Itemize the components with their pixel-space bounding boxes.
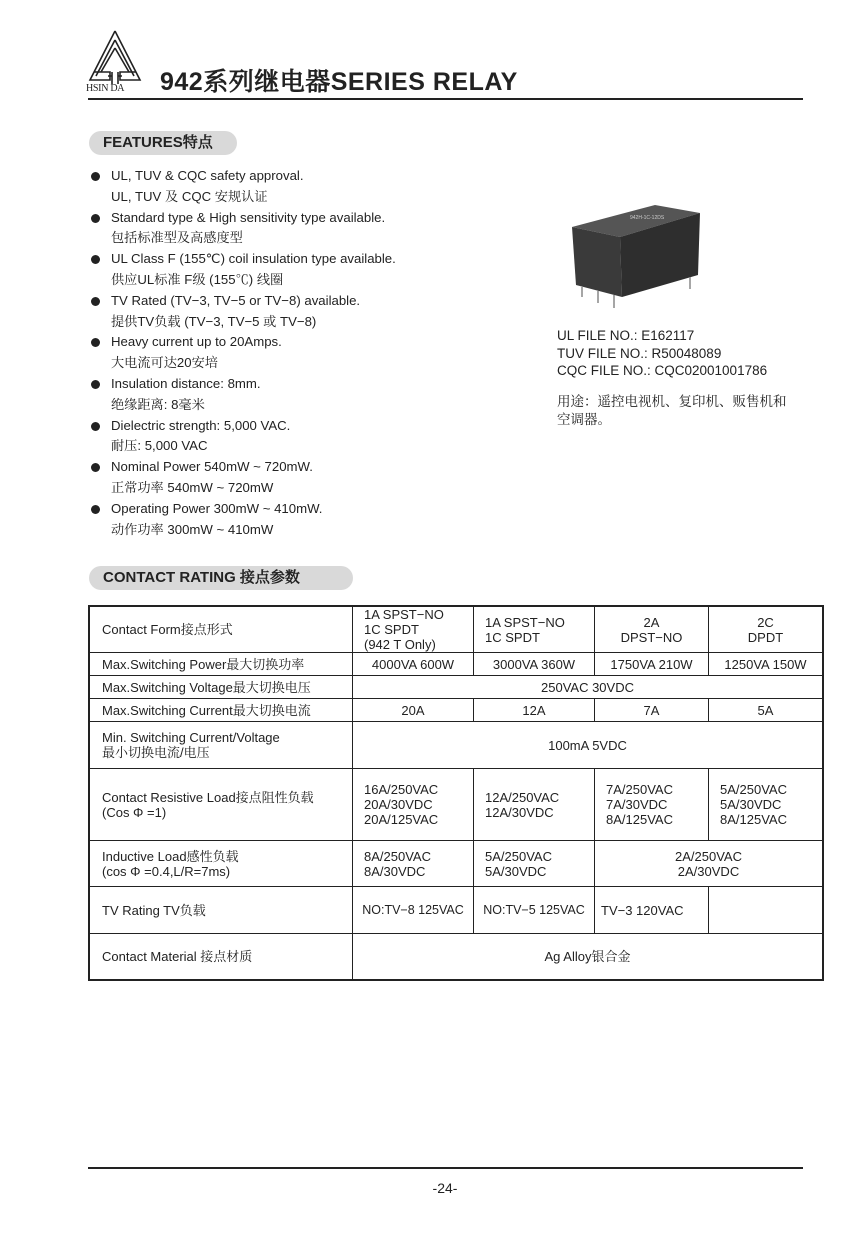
row-label: Inductive Load感性负载 (cos Φ =0.4,L/R=7ms) <box>89 841 353 887</box>
feature-item <box>91 457 396 499</box>
feature-en: Nominal Power 540mW ~ 720mW. <box>111 459 313 475</box>
page-title: 942系列继电器SERIES RELAY <box>160 68 518 96</box>
bullet-icon <box>91 214 100 223</box>
table-cell <box>709 887 824 934</box>
row-label: Max.Switching Voltage最大切换电压 <box>89 676 353 699</box>
feature-en: Heavy current up to 20Amps. <box>111 334 282 350</box>
ul-file-no: UL FILE NO.: E162117 <box>557 328 695 343</box>
table-cell: 1750VA 210W <box>595 653 709 676</box>
bullet-icon <box>91 463 100 472</box>
table-cell: 1A SPST−NO 1C SPDT <box>474 606 595 653</box>
relay-photo <box>570 205 710 313</box>
feature-cn: 绝缘距离: 8毫米 <box>111 396 205 412</box>
bullet-icon <box>91 338 100 347</box>
table-cell: 5A <box>709 699 824 722</box>
feature-cn: UL, TUV 及 CQC 安规认证 <box>111 188 268 204</box>
table-row <box>89 722 823 769</box>
feature-en: UL Class F (155℃) coil insulation type available. <box>111 251 396 267</box>
table-cell: 250VAC 30VDC <box>353 676 824 699</box>
table-cell: 12A <box>474 699 595 722</box>
table-cell: 12A/250VAC 12A/30VDC <box>474 769 595 841</box>
feature-en: Insulation distance: 8mm. <box>111 375 261 391</box>
table-cell: 5A/250VAC 5A/30VDC <box>474 841 595 887</box>
feature-en: UL, TUV & CQC safety approval. <box>111 168 304 183</box>
contact-rating-heading: CONTACT RATING 接点参数 <box>89 566 353 590</box>
table-row <box>89 606 823 653</box>
features-heading: FEATURES特点 <box>89 131 237 155</box>
bullet-icon <box>91 380 100 389</box>
file-numbers <box>557 327 767 380</box>
feature-cn: 动作功率 300mW ~ 410mW <box>111 521 274 537</box>
table-row <box>89 699 823 722</box>
row-label: Min. Switching Current/Voltage 最小切换电流/电压 <box>89 722 353 769</box>
table-cell: NO:TV−5 125VAC <box>474 887 595 934</box>
table-cell: 7A/250VAC 7A/30VDC 8A/125VAC <box>595 769 709 841</box>
tuv-file-no: TUV FILE NO.: R50048089 <box>557 345 722 361</box>
table-cell: 2A DPST−NO <box>595 606 709 653</box>
feature-item <box>91 249 396 291</box>
row-label: Max.Switching Current最大切换电流 <box>89 699 353 722</box>
table-cell: 2A/250VAC 2A/30VDC <box>595 841 824 887</box>
table-row <box>89 769 823 841</box>
table-row <box>89 887 823 934</box>
bullet-icon <box>91 255 100 264</box>
table-cell: TV−3 120VAC <box>595 887 709 934</box>
bullet-icon <box>91 172 100 181</box>
table-row <box>89 934 823 980</box>
row-label: Contact Material 接点材质 <box>89 934 353 980</box>
page-number: -24- <box>432 1180 458 1196</box>
table-cell: 8A/250VAC 8A/30VDC <box>353 841 474 887</box>
table-cell: 3000VA 360W <box>474 653 595 676</box>
feature-en: Dielectric strength: 5,000 VAC. <box>111 417 291 433</box>
row-label: Max.Switching Power最大切换功率 <box>89 653 353 676</box>
feature-cn: 提供TV负载 (TV−3, TV−5 或 TV−8) <box>111 313 317 329</box>
usage-text: 用途：遥控电视机、复印机、贩售机和空调器。 <box>557 394 787 427</box>
feature-cn: 正常功率 540mW ~ 720mW <box>111 479 274 495</box>
bullet-icon <box>91 505 100 514</box>
table-row <box>89 676 823 699</box>
contact-rating-table <box>88 605 824 981</box>
table-cell: 100mA 5VDC <box>353 722 824 769</box>
feature-cn: 包括标准型及高感度型 <box>111 230 243 246</box>
row-label: Contact Resistive Load接点阻性负载 (Cos Φ =1) <box>89 769 353 841</box>
row-label: Contact Form接点形式 <box>89 606 353 653</box>
table-row <box>89 653 823 676</box>
logo-text: HSIN DA <box>86 83 125 94</box>
feature-item <box>91 332 396 374</box>
table-row <box>89 841 823 887</box>
feature-cn: 耐压: 5,000 VAC <box>111 438 208 454</box>
feature-en: Standard type & High sensitivity type available. <box>111 209 386 225</box>
feature-item <box>91 499 396 541</box>
feature-en: Operating Power 300mW ~ 410mW. <box>111 500 323 516</box>
table-cell: 4000VA 600W <box>353 653 474 676</box>
table-cell: 20A <box>353 699 474 722</box>
table-cell: 1A SPST−NO 1C SPDT (942 T Only) <box>353 606 474 653</box>
table-cell: 7A <box>595 699 709 722</box>
table-cell: NO:TV−8 125VAC <box>353 887 474 934</box>
feature-en: TV Rated (TV−3, TV−5 or TV−8) available. <box>111 292 361 308</box>
table-cell: Ag Alloy银合金 <box>353 934 824 980</box>
cqc-file-no: CQC FILE NO.: CQC02001001786 <box>557 363 768 378</box>
feature-cn: 供应UL标准 F级 (155℃) 线圈 <box>111 271 284 287</box>
row-label: TV Rating TV负载 <box>89 887 353 934</box>
feature-item <box>91 208 396 250</box>
feature-item <box>91 166 396 208</box>
feature-item <box>91 416 396 458</box>
footer-rule <box>88 1167 803 1169</box>
bullet-icon <box>91 422 100 431</box>
table-cell: 1250VA 150W <box>709 653 824 676</box>
table-cell: 16A/250VAC 20A/30VDC 20A/125VAC <box>353 769 474 841</box>
table-cell: 5A/250VAC 5A/30VDC 8A/125VAC <box>709 769 824 841</box>
svg-text:942H-1C-12DS: 942H-1C-12DS <box>630 215 665 221</box>
feature-cn: 大电流可达20安培 <box>111 355 218 371</box>
header-rule <box>88 98 803 100</box>
feature-item <box>91 291 396 333</box>
feature-item <box>91 374 396 416</box>
table-cell: 2C DPDT <box>709 606 824 653</box>
bullet-icon <box>91 297 100 306</box>
features-list <box>91 166 396 540</box>
